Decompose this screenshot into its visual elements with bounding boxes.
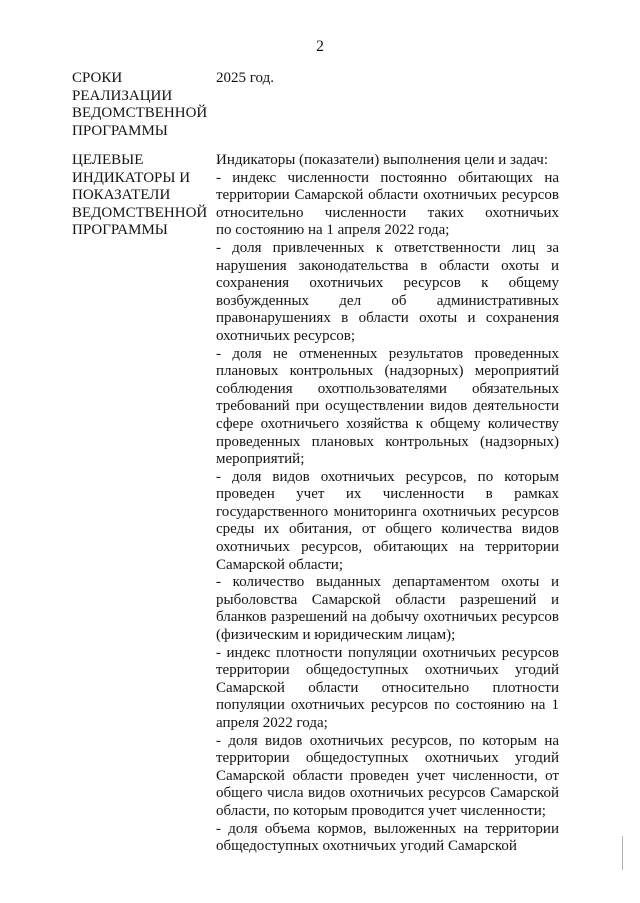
section-title-line: ПОКАЗАТЕЛИ [72, 187, 171, 204]
indicator-line: бланков разрешений на добычу охотничьих ресурсов [216, 609, 559, 626]
indicator-line: Самарской области относительно плотности [216, 679, 559, 696]
indicator-line: проведенных плановых контрольных (надзорных) [216, 433, 559, 450]
indicator-line: Самарской области; [216, 556, 343, 573]
indicator-line: государственного мониторинга охотничьих ресурсов [216, 503, 559, 520]
section-title-line: ИНДИКАТОРЫ И [72, 169, 191, 186]
indicator-line: соблюдения охотпользователями обязательных [216, 380, 559, 397]
section-title-implementation-period [72, 70, 208, 140]
section-title-line: СРОКИ [72, 70, 123, 86]
indicator-line: Самарской области проведен учет численности, от [216, 767, 559, 784]
indicator-line: проведен учет их численности в рамках [216, 486, 559, 503]
indicator-line: - индекс численности постоянно обитающих на [216, 169, 559, 186]
indicator-line: рыболовства Самарской области разрешений и [216, 591, 559, 608]
section-title-line: ВЕДОМСТВЕННОЙ [72, 204, 208, 221]
indicator-line: сфере охотничьего хозяйства к общему количеству [216, 415, 559, 432]
indicator-line: охотничьих ресурсов; [216, 327, 356, 344]
indicator-line: - доля видов охотничьих ресурсов, по которым на [216, 732, 559, 749]
indicator-line: сохранения охотничьих ресурсов к общему [216, 275, 559, 292]
indicators-text [216, 152, 559, 856]
indicator-line: нарушения законодательства в области охоты и [216, 257, 559, 274]
indicator-line: территории общедоступных охотничьих угодий [216, 662, 559, 679]
section-title-line: РЕАЛИЗАЦИИ [72, 87, 173, 104]
indicator-line: - доля объема кормов, выложенных на территории [216, 820, 559, 837]
indicator-line: области, по которым проводится учет численности; [216, 802, 546, 819]
indicator-line: требований при осуществлении видов деятельности [216, 398, 559, 415]
indicator-line: общего числа видов охотничьих ресурсов Самарской [216, 785, 559, 802]
section-title-target-indicators [72, 152, 208, 240]
indicator-line: мероприятий; [216, 451, 305, 468]
page-number: 2 [316, 38, 324, 55]
indicator-line: общедоступных охотничьих угодий Самарской [216, 838, 517, 855]
indicator-line: - доля не отмененных результатов проведенных [216, 345, 559, 362]
section-title-line: ВЕДОМСТВЕННОЙ [72, 105, 208, 122]
indicator-line: охотничьих ресурсов, обитающих на территории [216, 539, 559, 556]
indicator-line: - индекс плотности популяции охотничьих ресурсов [216, 644, 559, 661]
indicator-line: возбужденных дел об административных [216, 292, 559, 309]
indicator-line: (физическим и юридическим лицам); [216, 627, 456, 644]
section-title-line: ПРОГРАММЫ [72, 222, 168, 239]
indicator-line: территории Самарской области охотничьих ресурсов [216, 187, 559, 204]
indicator-line: популяции охотничьих ресурсов по состоянию на 1 [216, 697, 559, 714]
indicator-line: - доля привлеченных к ответственности лиц за [216, 239, 559, 256]
implementation-period-value: 2025 год. [216, 70, 274, 86]
section-title-line: ПРОГРАММЫ [72, 122, 168, 139]
scan-edge-mark [622, 836, 623, 870]
section-title-line: ЦЕЛЕВЫЕ [72, 152, 144, 168]
indicator-line: относительно численности таких охотничьих [216, 204, 559, 221]
indicator-line: правонарушениях в области охоты и сохранения [216, 310, 559, 327]
indicator-line: апреля 2022 года; [216, 715, 328, 731]
indicator-line: территории общедоступных охотничьих угодий [216, 750, 559, 767]
indicator-line: среды их обитания, от общего количества видов [216, 521, 559, 538]
indicator-line: Индикаторы (показатели) выполнения цели и задач: [216, 152, 549, 168]
indicator-line: плановых контрольных (надзорных) мероприятий [216, 363, 559, 380]
indicator-line: по состоянию на 1 апреля 2022 года; [216, 222, 450, 239]
indicator-line: - количество выданных департаментом охоты и [216, 574, 559, 591]
indicator-line: - доля видов охотничьих ресурсов, по которым [216, 468, 559, 485]
